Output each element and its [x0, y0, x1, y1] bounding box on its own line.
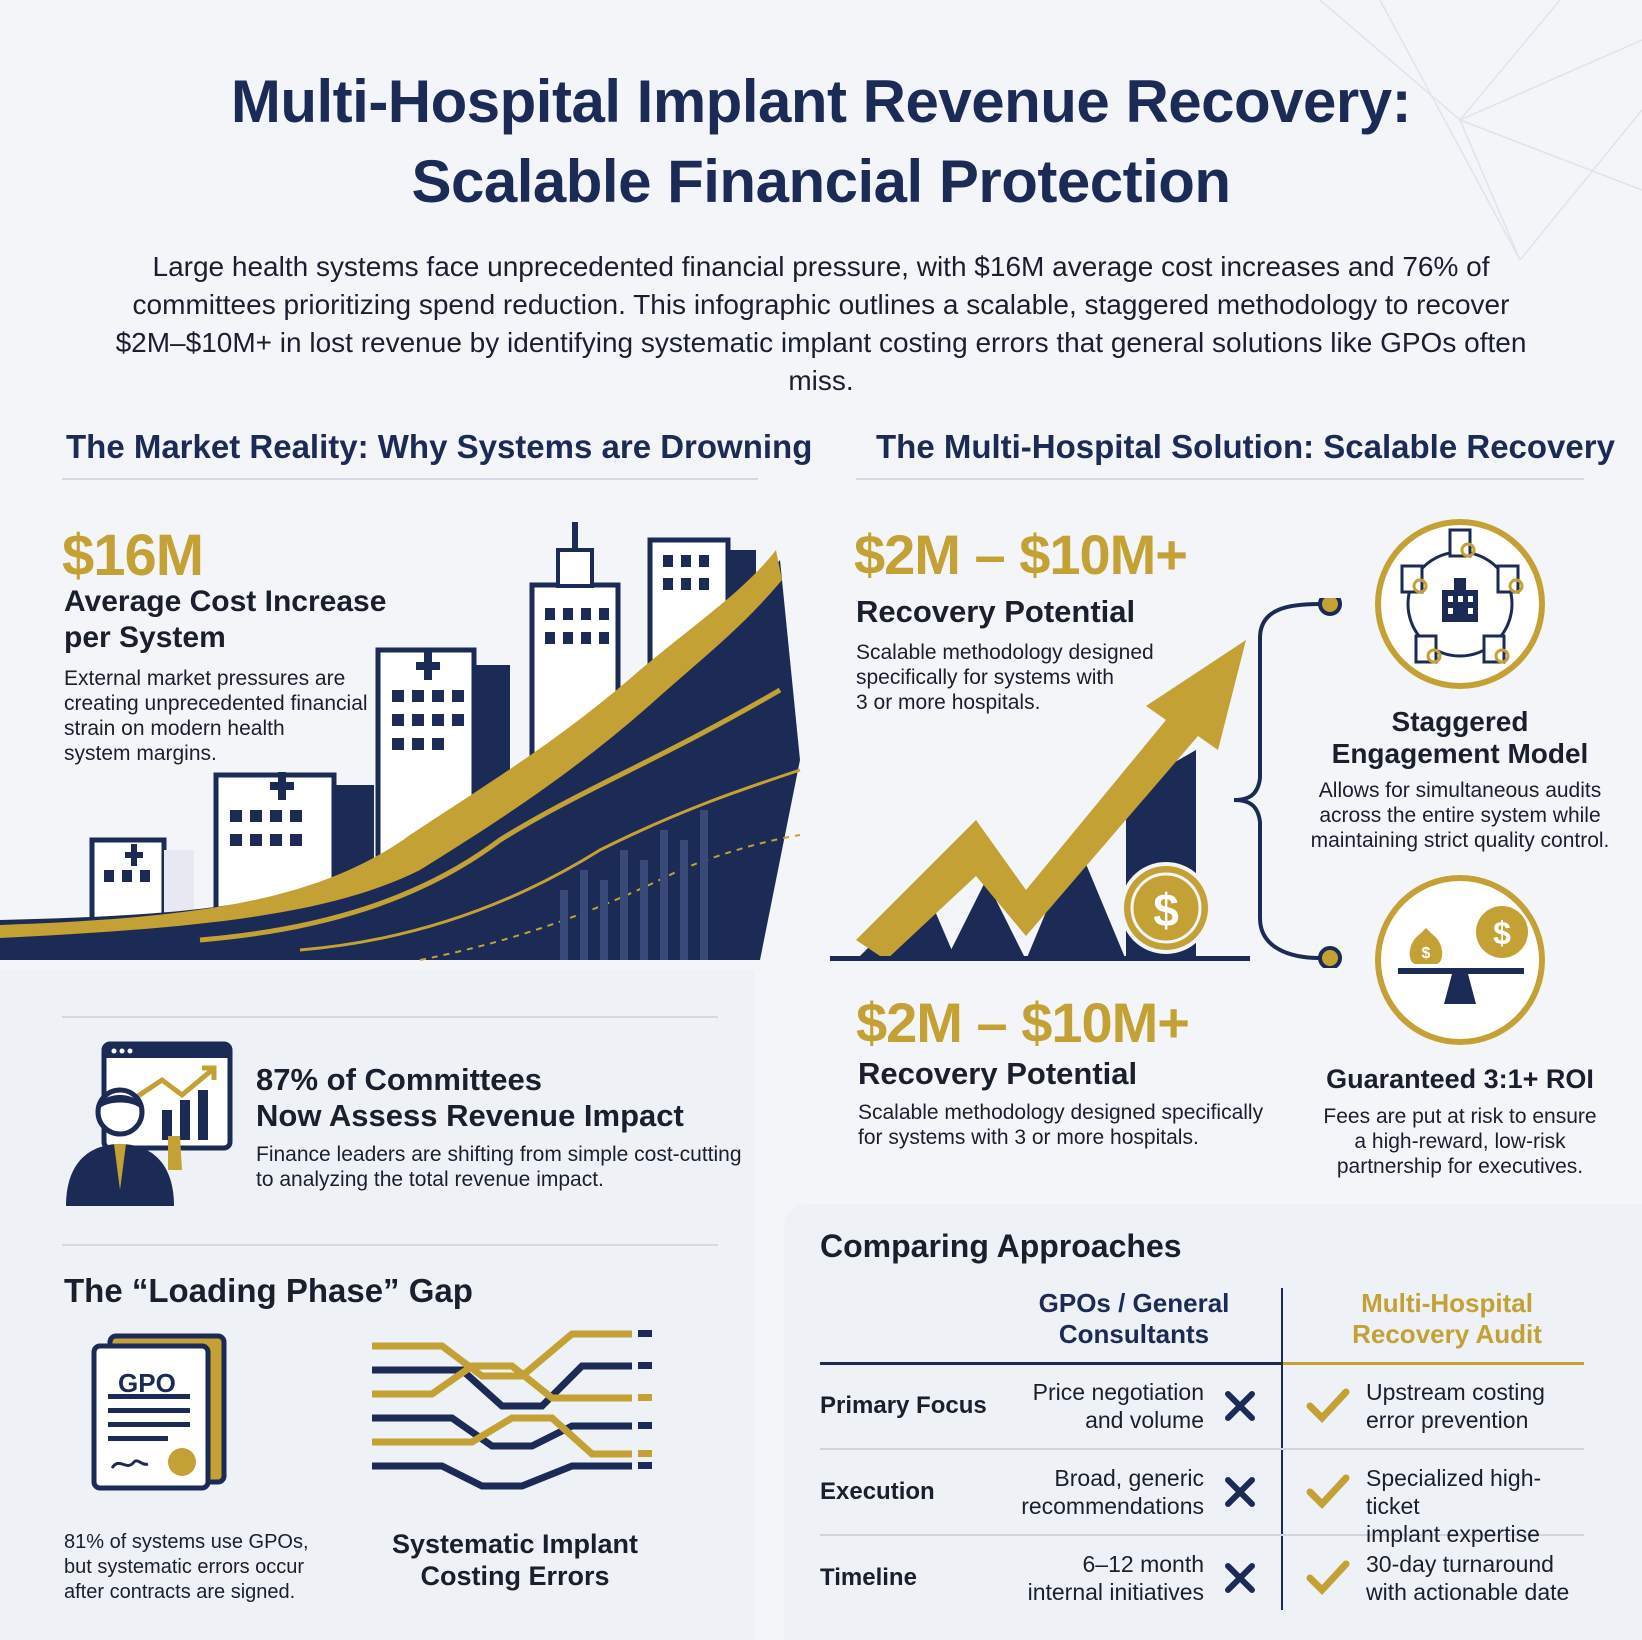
- roi-desc: Fees are put at risk to ensure a high-reward, low-risk partnership for executives.: [1323, 1105, 1597, 1178]
- audit-cell: Specialized high-ticket implant expertise: [1366, 1465, 1542, 1547]
- intro-line-1: Large health systems face unprecedented financial pressure, with $16M average cost increases and 76% of: [152, 251, 1490, 282]
- gpo-cell: 6–12 month internal initiatives: [1027, 1551, 1204, 1605]
- x-icon: [1224, 1476, 1256, 1508]
- divider: [62, 478, 758, 480]
- comparison-heading: Comparing Approaches: [820, 1228, 1182, 1264]
- divider: [62, 1244, 718, 1246]
- row-label-timeline: Timeline: [820, 1564, 917, 1591]
- check-icon: [1306, 1388, 1350, 1424]
- gpo-caption: 81% of systems use GPOs, but systematic errors occur after contracts are signed.: [64, 1531, 309, 1603]
- intro-line-2: committees prioritizing spend reduction. This infographic outlines a scalable, staggered methodology to recover: [132, 289, 1510, 320]
- gpo-cell: Price negotiation and volume: [1032, 1379, 1204, 1433]
- stat-cost-increase-label: Average Cost Increase per System: [64, 585, 387, 654]
- loading-phase-heading: The “Loading Phase” Gap: [64, 1272, 473, 1309]
- intro-paragraph: [80, 248, 1562, 400]
- audit-cell: 30-day turnaround with actionable date: [1366, 1551, 1570, 1605]
- x-icon: [1224, 1562, 1256, 1594]
- header-rule-navy: [820, 1362, 1282, 1365]
- recovery-top-value: $2M – $10M+: [854, 523, 1187, 586]
- svg-text:$: $: [1493, 915, 1511, 951]
- tangled-lines-icon: [372, 1326, 658, 1498]
- businessman-chart-icon: [62, 1040, 234, 1208]
- svg-text:$: $: [1421, 945, 1431, 962]
- recovery-bottom-desc: Scalable methodology designed specifically for systems with 3 or more hospitals.: [858, 1101, 1264, 1149]
- dollar-coin-icon: [1122, 864, 1210, 952]
- col-audit-header: Multi-Hospital Recovery Audit: [1352, 1288, 1542, 1349]
- stat-committees: 87% of Committees Now Assess Revenue Impact Finance leaders are shifting from simple cost-cutting to analyzing the total revenue impact.: [256, 1062, 742, 1191]
- errors-caption: Systematic Implant Costing Errors: [391, 1529, 639, 1591]
- recovery-top-desc: Scalable methodology designed specifically for systems with 3 or more hospitals.: [856, 641, 1154, 714]
- check-icon: [1306, 1474, 1350, 1510]
- page-title: [0, 62, 1642, 222]
- check-icon: [1306, 1560, 1350, 1596]
- divider: [856, 478, 1584, 480]
- stat-cost-increase-value: $16M: [62, 523, 204, 588]
- title-line-1: Multi-Hospital Implant Revenue Recovery:: [230, 68, 1412, 135]
- solution-heading: The Multi-Hospital Solution: Scalable Recovery: [876, 428, 1615, 465]
- staggered-desc: Allows for simultaneous audits across the entire system while maintaining strict quality control.: [1310, 779, 1610, 852]
- recovery-bottom-label: Recovery Potential: [858, 1056, 1138, 1091]
- row-label-execution: Execution: [820, 1478, 935, 1505]
- row-divider: [820, 1448, 1584, 1450]
- divider: [62, 1016, 718, 1018]
- title-line-2: Scalable Financial Protection: [411, 148, 1231, 215]
- header-rule-gold: [1282, 1362, 1584, 1365]
- audit-cell: Upstream costing error prevention: [1366, 1379, 1545, 1433]
- gpo-doc-label: GPO: [118, 1368, 176, 1398]
- scale-icon: [1372, 872, 1548, 1048]
- svg-text:$: $: [1153, 884, 1179, 936]
- roi-title: Guaranteed 3:1+ ROI: [1326, 1064, 1594, 1094]
- row-label-primary-focus: Primary Focus: [820, 1392, 987, 1419]
- x-icon: [1224, 1390, 1256, 1422]
- staggered-title: Staggered Engagement Model: [1331, 706, 1589, 769]
- gpo-cell: Broad, generic recommendations: [1021, 1465, 1204, 1519]
- market-reality-heading: The Market Reality: Why Systems are Drowning: [66, 428, 813, 465]
- col-gpo-header: GPOs / General Consultants: [1038, 1288, 1230, 1349]
- gpo-document-icon: [90, 1332, 230, 1492]
- growth-arrow-illustration: [826, 640, 1256, 968]
- recovery-top-label: Recovery Potential: [856, 594, 1136, 629]
- intro-line-3: $2M–$10M+ in lost revenue by identifying systematic implant costing errors that general solutions like GPOs often miss.: [115, 327, 1527, 396]
- recovery-bottom-value: $2M – $10M+: [856, 991, 1189, 1054]
- document-search-icon: [1372, 516, 1548, 692]
- stat-cost-increase-desc: External market pressures are creating unprecedented financial strain on modern health system margins.: [64, 667, 368, 765]
